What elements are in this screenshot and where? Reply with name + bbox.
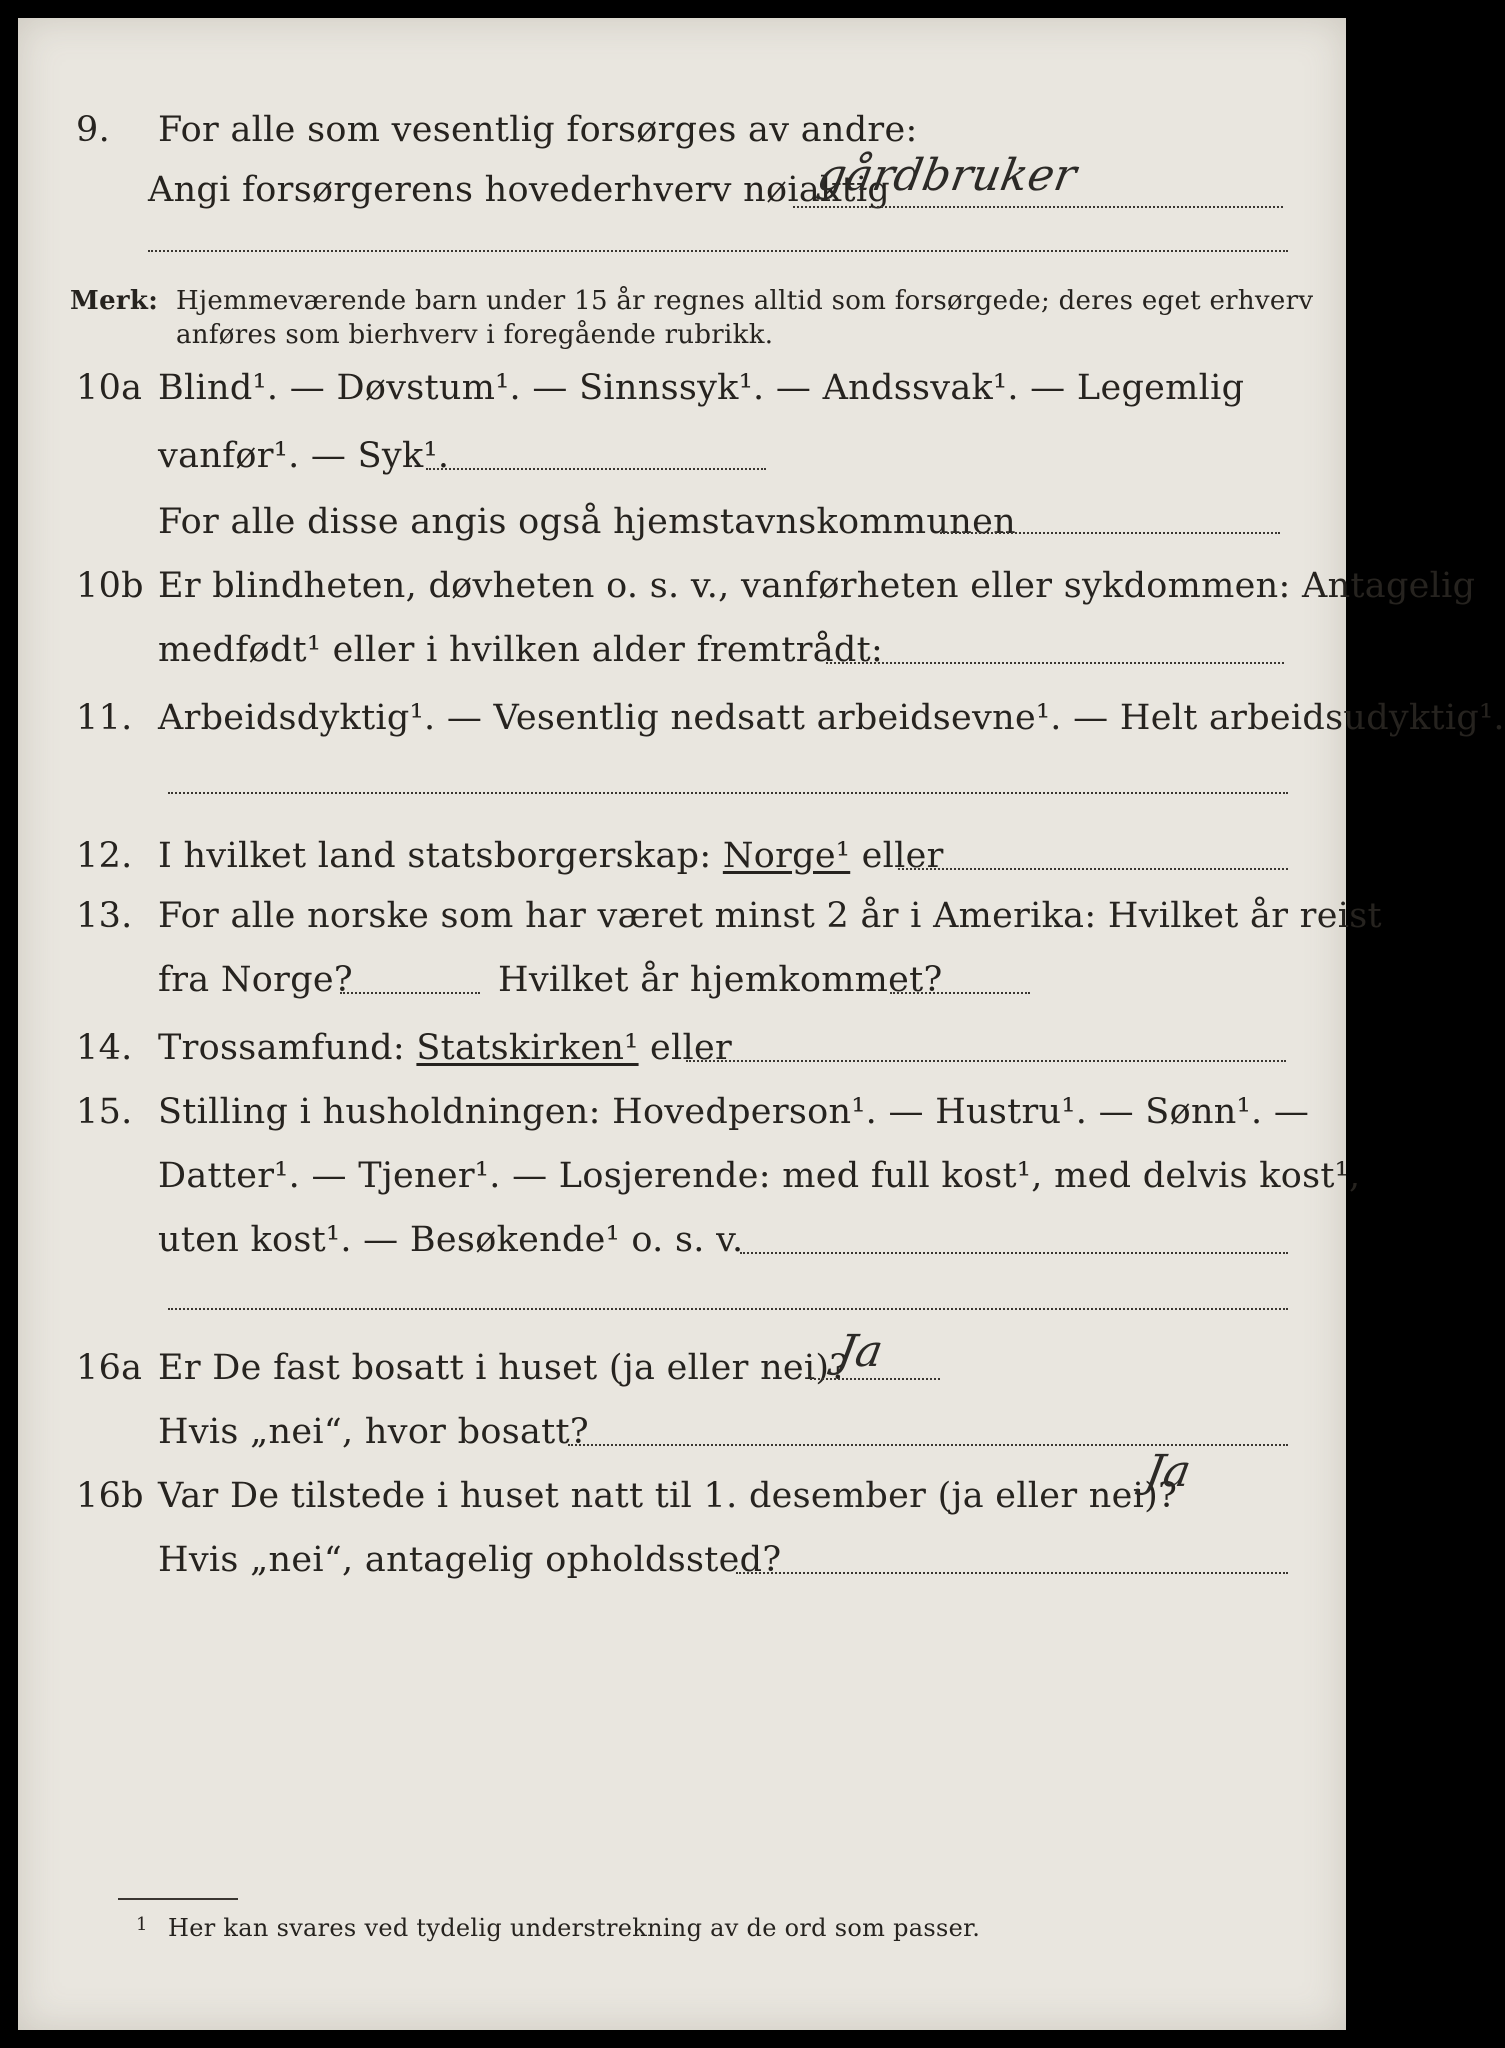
answer-line xyxy=(810,1378,940,1380)
question-text: fra Norge? xyxy=(158,960,353,1000)
question-text: uten kost¹. — Besøkende¹ o. s. v. xyxy=(158,1220,744,1260)
answer-line xyxy=(740,1252,1288,1254)
note-text: anføres som bierhverv i foregående rubrikk. xyxy=(176,320,774,350)
note-text: Hjemmeværende barn under 15 år regnes alltid som forsørgede; deres eget erhverv xyxy=(176,286,1314,316)
question-text xyxy=(158,1028,732,1068)
answer-line xyxy=(340,992,480,994)
answer-line xyxy=(793,206,1283,208)
question-number: 15. xyxy=(76,1092,133,1132)
answer-line-extra xyxy=(168,792,1288,794)
question-text: Datter¹. — Tjener¹. — Losjerende: med full kost¹, med delvis kost¹, xyxy=(158,1156,1361,1196)
question-number: 16b xyxy=(76,1476,144,1516)
question-prefix: I hvilket land statsborgerskap: xyxy=(158,836,712,876)
question-number: 10a xyxy=(76,368,143,408)
answer-line-extra xyxy=(148,250,1288,252)
answer-line xyxy=(940,532,1280,534)
underlined-answer: Statskirken¹ xyxy=(416,1028,639,1068)
answer-line xyxy=(826,662,1284,664)
question-text: For alle disse angis også hjemstavnskommunen xyxy=(158,502,1016,542)
question-text xyxy=(158,836,944,876)
footnote-mark: 1 xyxy=(136,1914,148,1935)
question-text: Arbeidsdyktig¹. — Vesentlig nedsatt arbeidsevne¹. — Helt arbeidsudyktig¹. xyxy=(158,698,1505,738)
underlined-answer: Norge¹ xyxy=(722,836,851,876)
question-text: Var De tilstede i huset natt til 1. desember (ja eller nei)? xyxy=(158,1476,1178,1516)
question-text: For alle som vesentlig forsørges av andre: xyxy=(158,110,918,150)
footnote-text: Her kan svares ved tydelig understrekning av de ord som passer. xyxy=(168,1914,981,1942)
answer-line xyxy=(736,1572,1288,1574)
footnote-rule xyxy=(118,1898,238,1900)
answer-line xyxy=(686,1060,1286,1062)
question-text: Hvilket år hjemkommet? xyxy=(498,960,943,1000)
question-number: 10b xyxy=(76,566,144,606)
question-number: 14. xyxy=(76,1028,133,1068)
question-text: Hvis „nei“, hvor bosatt? xyxy=(158,1412,589,1452)
question-text: vanfør¹. — Syk¹. xyxy=(158,436,450,476)
census-form-page xyxy=(18,18,1505,2030)
question-number: 16a xyxy=(76,1348,143,1388)
question-number: 13. xyxy=(76,896,133,936)
question-number: 11. xyxy=(76,698,133,738)
answer-line xyxy=(898,868,1288,870)
question-text: Angi forsørgerens hovederhverv nøiaktig xyxy=(148,170,891,210)
question-text: For alle norske som har været minst 2 år i Amerika: Hvilket år reist xyxy=(158,896,1382,936)
question-text: Hvis „nei“, antagelig opholdssted? xyxy=(158,1540,782,1580)
note-label: Merk: xyxy=(70,286,159,316)
question-number: 12. xyxy=(76,836,133,876)
question-number: 9. xyxy=(76,110,110,150)
answer-line xyxy=(426,468,766,470)
question-text: Blind¹. — Døvstum¹. — Sinnssyk¹. — Andssvak¹. — Legemlig xyxy=(158,368,1245,408)
question-text: Er De fast bosatt i huset (ja eller nei)? xyxy=(158,1348,849,1388)
question-text: medfødt¹ eller i hvilken alder fremtrådt: xyxy=(158,630,884,670)
handwritten-answer: Ja xyxy=(1141,1446,1195,1497)
question-suffix: eller xyxy=(650,1028,733,1068)
question-prefix: Trossamfund: xyxy=(158,1028,405,1068)
question-text: Stilling i husholdningen: Hovedperson¹. — Hustru¹. — Sønn¹. — xyxy=(158,1092,1310,1132)
question-suffix: eller xyxy=(861,836,944,876)
answer-line xyxy=(890,992,1030,994)
question-text: Er blindheten, døvheten o. s. v., vanførheten eller sykdommen: Antagelig xyxy=(158,566,1476,606)
answer-line-extra xyxy=(168,1308,1288,1310)
handwritten-answer: Ja xyxy=(833,1326,887,1377)
handwritten-answer: gårdbruker xyxy=(813,150,1081,201)
